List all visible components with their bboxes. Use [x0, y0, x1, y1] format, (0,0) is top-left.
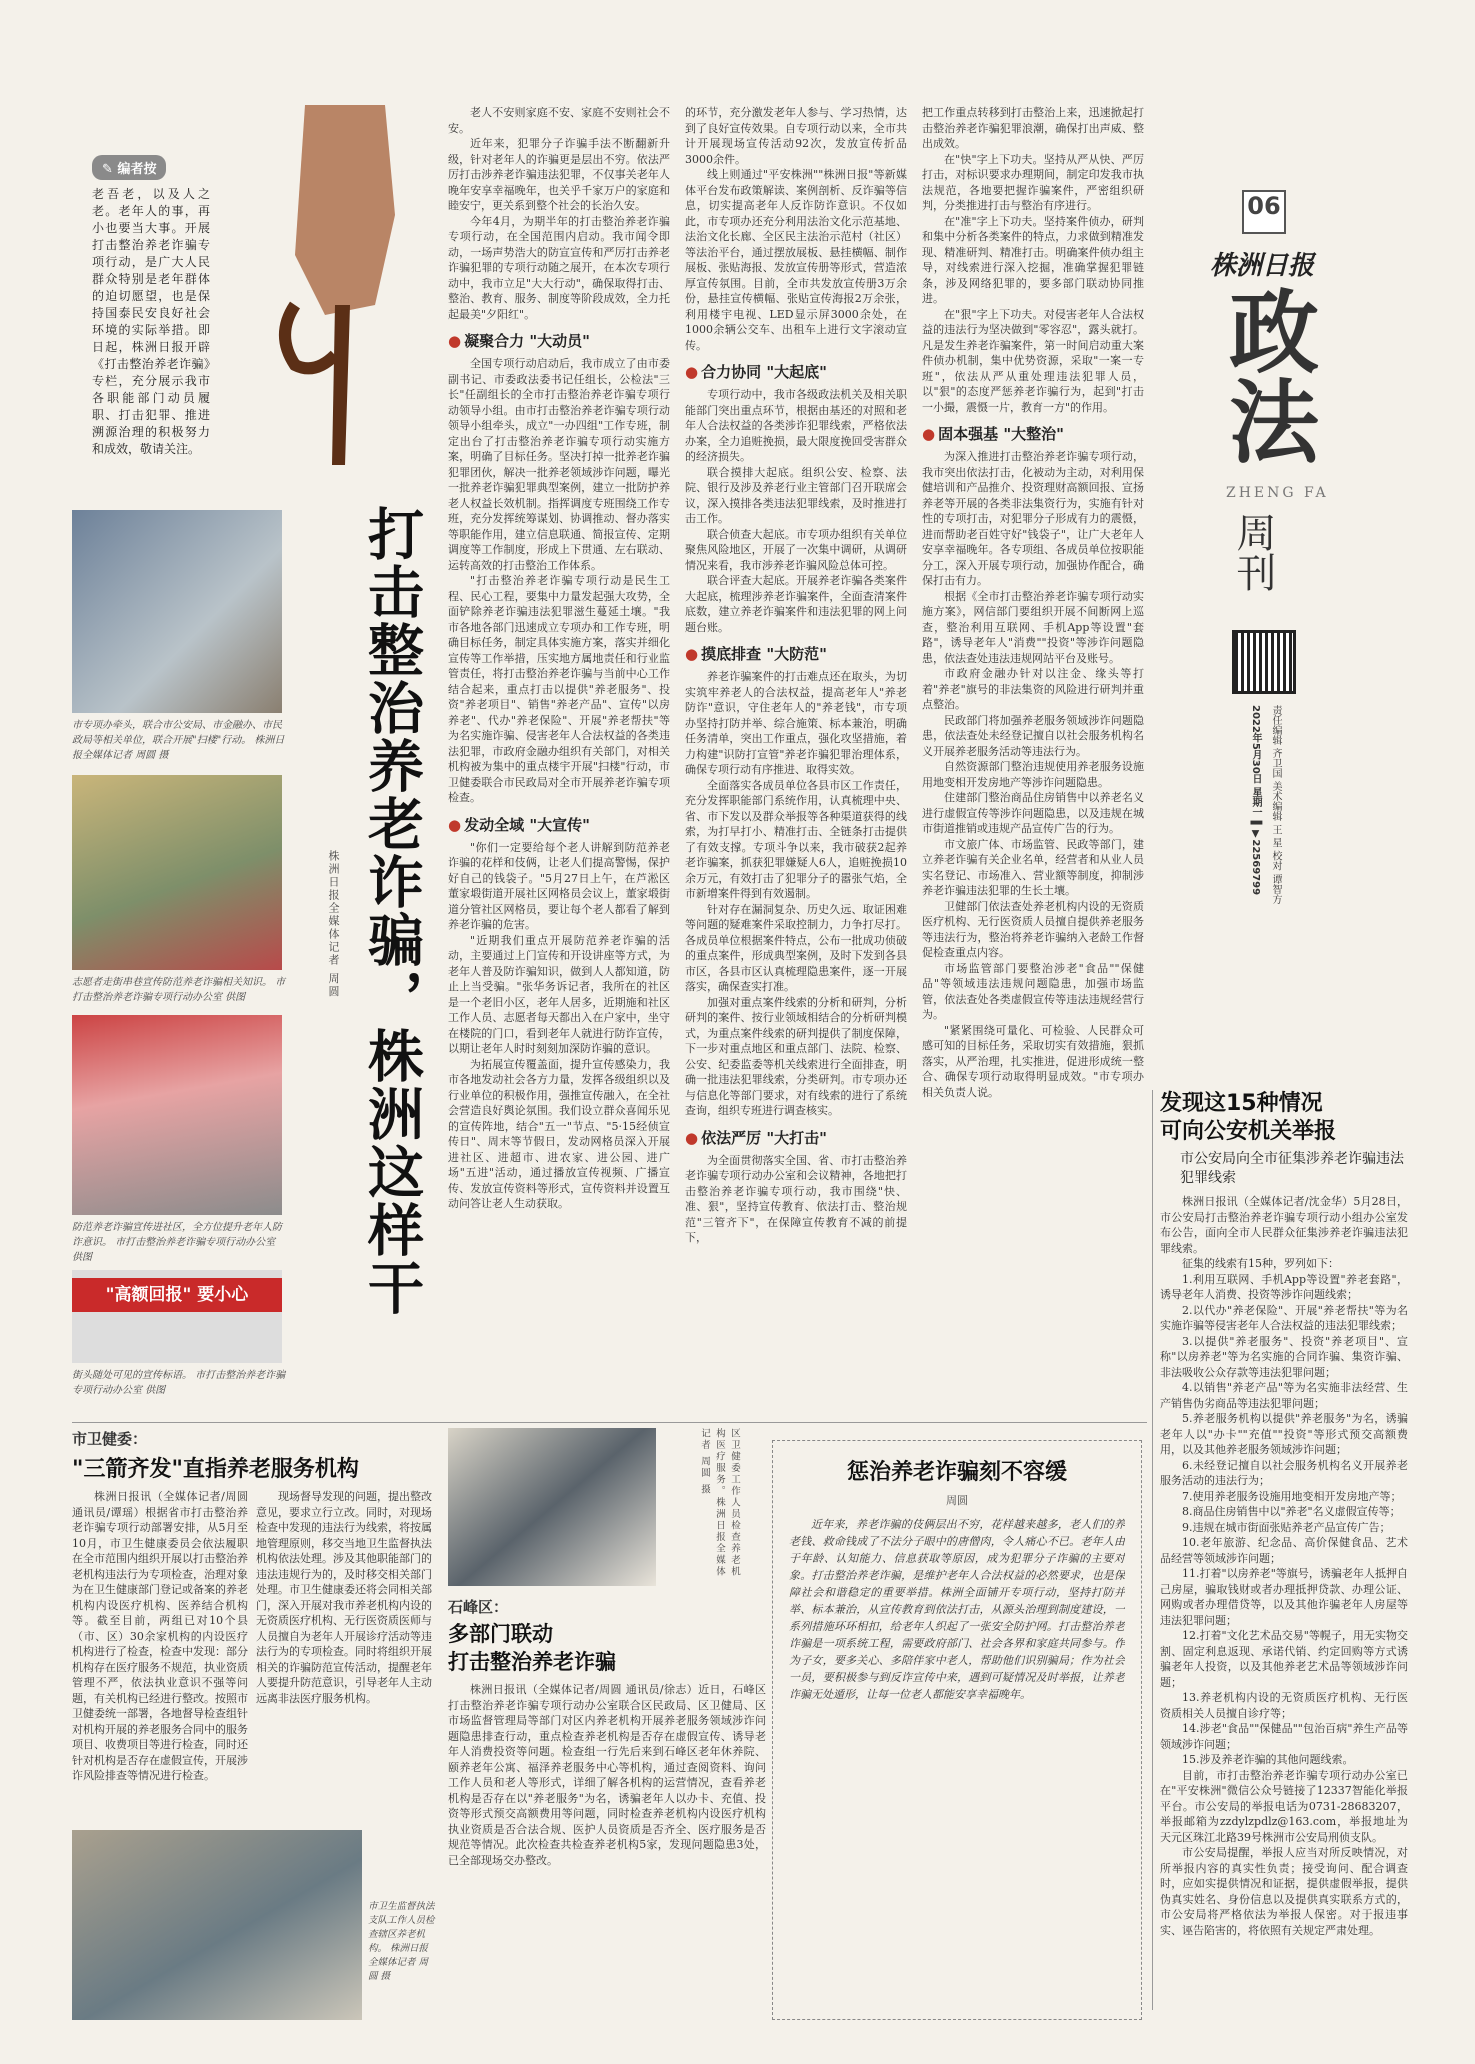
- c2-heading-2-text: 摸底排查 "大防范": [701, 645, 827, 663]
- right-item-2: 2.以代办"养老保险"、开展"养老帮扶"等为名实施诈骗等侵害老年人合法权益的违法犯罪线索；: [1160, 1303, 1408, 1332]
- article-col-1: [448, 105, 670, 1420]
- caption-2: 志愿者走街串巷宣传防范养老诈骗相关知识。 市打击整治养老诈骗专项行动办公室 供图: [72, 977, 286, 1003]
- bottom-mid-body: 株洲日报讯（全媒体记者/周圆 通讯员/徐志）近日，石峰区打击整治养老诈骗专项行动办公室联合区民政局、区卫健局、区市场监督管理局等部门对区内养老机构开展养老服务领域涉诈问题隐患排查行动，重点检查养老机构是否存在虚假宣传、诱导老年人消费投资等问题。检查组一行先后来到石峰区老年休养院、颐养老年公寓、福泽养老服务中心等机构，通过查阅资料、询问工作人员和老人等形式，详细了解各机构的运营情况，查看养老机构是否存在以"养老服务"为名，诱骗老年人以办卡、充值、投资等形式预交高额费用等问题，同时检查养老机构内设医疗机构执业资质是否合法合规、医护人员资质是否齐全、医疗服务是否规范等情况。此次检查共检查养老机构5家，发现问题隐患3处，已全部现场交办整改。: [448, 1683, 766, 1867]
- right-items-intro: 征集的线索有15种，罗列如下：: [1182, 1257, 1339, 1270]
- c2-p10: 针对存在漏洞复杂、历史久远、取证困难等问题的疑难案件采取控制力，力争打尽打。各成员单位根据案件特点，公布一批成功侦破的重点案件，形成典型案例，及时下发到各县市区，各县市区认真梳理隐患案件，逐一开展落实，确保查实打准。: [685, 902, 907, 993]
- right-title-2: 可向公安机关举报: [1160, 1119, 1337, 1144]
- c3-p3: 在"狠"字上下功夫。对侵害老年人合法权益的违法行为坚决做到"零容忍"，露头就打。凡是发生养老诈骗案件，第一时间启动重大案件侦办机制，集中优势资源，采取"一案一专班"，依法从严从重处理违法犯罪人员，以"狠"的态度严惩养老诈骗行为，起到"打击一小撮，震慑一片，教育一方"的作用。: [922, 307, 1144, 414]
- c3-p10: 住建部门整治商品住房销售中以养老名义进行虚假宣传等涉诈问题隐患，以及违规在城市街道推销或违规产品宣传广告的行为。: [922, 791, 1144, 835]
- commentary-title: 惩治养老诈骗刻不容缓: [846, 1460, 1067, 1485]
- bullet-icon: ●: [685, 1128, 699, 1147]
- c3-p0: 把工作重点转移到打击整治上来，迅速掀起打击整治养老诈骗犯罪浪潮，确保打出声威、整出成效。: [922, 106, 1144, 150]
- c3-p11: 市文旅广体、市场监管、民政等部门，建立养老诈骗有关企业名单，经营者和从业人员实名登记、市场准入、营业额等制度，抑制涉养老诈骗违法犯罪的生长土壤。: [922, 837, 1144, 897]
- right-item-11: 11.打着"以房养老"等旗号，诱骗老年人抵押自己房屋，骗取钱财或者办理抵押贷款、办理公证、网购或者办理借贷等，以及其他诈骗老年人房屋等违法犯罪问题；: [1160, 1567, 1408, 1627]
- masthead: [1210, 190, 1329, 1020]
- c3-p7: 市政府金融办针对以注金、缘头等打着"养老"旗号的非法集资的风险进行研判并重点整治。: [922, 667, 1144, 711]
- bullet-icon: ●: [448, 815, 462, 834]
- bottom-left-title: "三箭齐发"直指养老服务机构: [72, 1457, 359, 1482]
- bullet-icon: ●: [922, 425, 936, 443]
- article-col-3: [922, 105, 1144, 1420]
- bottom-divider: [72, 1422, 1147, 1423]
- qr-code[interactable]: [1232, 630, 1296, 694]
- right-subtitle: 市公安局向全市征集涉养老诈骗违法犯罪线索: [1180, 1151, 1404, 1186]
- caption-1: 市专项办牵头，联合市公安局、市金融办、市民政局等相关单位，联合开展"扫楼"行动。 株洲日报全媒体记者 周圆 摄: [72, 720, 285, 761]
- right-closing: 目前，市打击整治养老诈骗专项行动办公室已在"平安株洲"微信公众号链接了12337智能化举报平台。市公安局的举报电话为0731-28683207，举报邮箱为zzdylzpdlz@163.com，举报地址为天元区珠江北路39号株洲市公安局刑侦支队。: [1160, 1768, 1408, 1844]
- c2-heading-3-text: 依法严厉 "大打击": [701, 1128, 827, 1147]
- c1-heading-1-text: 凝聚合力 "大动员": [464, 332, 590, 350]
- pen-icon: ✎: [102, 162, 113, 177]
- bullet-icon: ●: [685, 645, 699, 663]
- c1-heading-1: [448, 330, 670, 351]
- hand-cane-illustration: [235, 105, 445, 465]
- c1-p0: 老人不安则家庭不安、家庭不安则社会不安。: [448, 106, 670, 135]
- c2-p9: 全面落实各成员单位各县市区工作责任，充分发挥职能部门系统作用，认真梳理中央、省、市下发以及群众举报等各种渠道获得的线索，为打早打小、精准打击、全链条打击提供了有效支撑。专项斗争以来，我市破获2起养老诈骗案，抓获犯罪嫌疑人6人，追赃挽损10余万元，有效打击了犯罪分子的嚣张气焰，全市新增案件得到有效遏制。: [685, 778, 907, 900]
- bottom-left-col-b: 现场督导发现的问题，提出整改意见，要求立行立改。同时，对现场检查中发现的违法行为线索，将按属地管理原则，移交当地卫生监督执法机构依法处理。涉及其他职能部门的违法违规行为的，及时移交相关部门处理。市卫生健康委还将会同相关部门，深入开展对我市养老机构内设的无资质医疗机构、无行医资质医师与人员擅自为老年人开展诊疗活动等违法行为的专项检查。同时将组织开展相关的诈骗防范宣传活动，提醒老年人要提升防范意识，引导老年人主动远离非法医疗服务机构。: [256, 1490, 432, 1705]
- c3-p12: 卫健部门依法查处养老机构内设的无资质医疗机构、无行医资质人员擅自提供养老服务等违法行为，整治将养老诈骗纳入老龄工作督促检查重点内容。: [922, 899, 1144, 959]
- paper-name: 株洲日报: [1210, 251, 1315, 281]
- banner-sign: "高额回报" 要小心: [72, 1278, 282, 1312]
- c2-end-p: 为全面贯彻落实全国、省、市打击整治养老诈骗专项行动办公室和会议精神，各地把打击整治养老诈骗专项行动，我市围绕"快、准、狠"，坚持宣传教育、依法打击、整治规范"三管齐下"，在保障宣传教育不减的前提下，: [685, 1153, 907, 1244]
- c2-p8: 养老诈骗案件的打击难点还在取头，为切实筑牢养老人的合法权益，提高老年人"养老防诈"意识，守住老年人的"养老钱"，市专项办坚持打防并举、综合施策、标本兼治，明确任务清单，突出工作重点，强化攻坚措施，着力构建"识防打宣管"养老诈骗犯罪治理体系，确保专项行动有序推进、取得实效。: [685, 670, 907, 776]
- article-col-2: [685, 105, 907, 1420]
- bottom-mid-title-1: 多部门联动: [448, 1622, 553, 1646]
- c1-p2: 今年4月，为期半年的打击整治养老诈骗专项行动，在全国范围内启动。我市闻令即动，一场声势浩大的防宣宣传和严厉打击养老诈骗犯罪的专项行动随之展开，在本次专项行动中，我市立足"大大行动"，确保取得打击、整治、教育、服务、制度等阶段成效，全力托起最美"夕阳红"。: [448, 214, 670, 321]
- bullet-icon: ●: [685, 363, 699, 381]
- right-item-3: 3.以提供"养老服务"、投资"养老项目"、宣称"以房养老"等为名实施的合同诈骗、集资诈骗、非法吸收公众存款等违法犯罪问题；: [1160, 1334, 1408, 1379]
- caption-3: 防范养老诈骗宣传进社区，全方位提升老年人防诈意识。 市打击整治养老诈骗专项行动办公室 供图: [72, 1222, 282, 1263]
- weekly-label: 周刊: [1230, 512, 1276, 592]
- right-item-14: 14.涉老"食品""保健品""包治百病"养生产品等领域涉诈问题；: [1160, 1722, 1408, 1751]
- right-item-7: 7.使用养老服务设施用地变相开发房地产等；: [1182, 1489, 1402, 1503]
- right-item-5: 5.养老服务机构以提供"养老服务"为名，诱骗老年人以"办卡""充值""投资"等形式预交高额费用，以及其他养老服务领域涉诈问题；: [1160, 1412, 1408, 1456]
- bottom-left-kicker: 市卫健委：: [72, 1430, 148, 1448]
- right-divider: [1152, 1090, 1153, 2010]
- right-item-13: 13.养老机构内设的无资质医疗机构、无行医资质相关人员擅自诊疗等；: [1160, 1691, 1408, 1720]
- c2-heading-3: [685, 1127, 907, 1148]
- photo-2-volunteers: [72, 775, 282, 970]
- c1-p8: "近期我们重点开展防范养老诈骗的活动，主要通过上门宣传和开设讲座等方式，为老年人普及防诈骗知识，做到人人都知道，防止上当受骗。"张华务诉记者，我所在的社区是一个老旧小区，老年人居多，近期施和社区工作人员、志愿者每天都出入在户家中，坐守在楼院的门口，看到老年人就进行防诈宣传，以期让老年人时时刻刻加深防诈骗的意识。: [448, 933, 670, 1055]
- c1-p7: "你们一定要给每个老人讲解到防范养老诈骗的花样和伎俩，让老人们提高警惕，保护好自己的钱袋子。"5月27日上午，在芦淞区董家塅街道开展社区网格员会议上，董家塅街道分管社区网格员，要让每个老人都看了解到养老诈骗的危害。: [448, 840, 670, 931]
- c3-p14: "紧紧围绕可量化、可检验、人民群众可感可知的目标任务，采取切实有效措施，狠抓落实，从严治理，扎实推进，促进形成统一整合、确保专项行动取得明显成效。"市专项办相关负责人说。: [922, 1023, 1144, 1099]
- c3-heading-1: [922, 423, 1144, 444]
- page-number-box: [1242, 190, 1286, 234]
- main-byline: 株洲日报全媒体记者 周圆: [327, 850, 340, 999]
- right-item-4: 4.以销售"养老产品"等为名实施非法经营、生产销售伪劣商品等违法犯罪问题；: [1160, 1381, 1408, 1410]
- editor-note-tag: [92, 155, 166, 180]
- right-closing-2: 市公安局提醒，举报人应当对所反映情况，对所举报内容的真实性负责；接受询问、配合调查时，应如实提供情况和证据，提供虚假举报，提供伪真实姓名、身份信息以及提供真实联系方式的，市公安局将严格依法为举报人保密。对于报违事实、诬告陷害的，将依照有关规定严肃处理。: [1160, 1846, 1408, 1937]
- c3-p6: 根据《全市打击整治养老诈骗专项行动实施方案》，网信部门要组织开展不间断网上巡查，整治利用互联网、手机App等设置"套路"，诱导老年人"消费""投资"等涉诈问题隐患，依法查处违法违规网站平台及账号。: [922, 589, 1144, 665]
- bottom-mid-article: [448, 1596, 766, 2026]
- bottom-left-photo: [72, 1830, 362, 2020]
- c3-p13: 市场监管部门要整治涉老"食品""保健品"等领域违法违规问题隐患，加强市场监管，依法查处各类虚假宣传等违法违规经营行为。: [922, 961, 1144, 1021]
- section-pinyin: ZHENG FA: [1226, 485, 1329, 501]
- right-item-15: 15.涉及养老诈骗的其他问题线索。: [1182, 1753, 1354, 1766]
- bottom-mid-kicker: 石峰区：: [448, 1598, 509, 1616]
- section-title: 政法: [1213, 285, 1319, 465]
- c2-p5: 联合侦查大起底。市专项办组织有关单位聚焦风险地区，开展了一次集中调研，从调研情况来看，我市涉养老诈骗风险总体可控。: [685, 527, 907, 572]
- c1-p5: "打击整治养老诈骗专项行动是民生工程、民心工程，要集中力量发起强大攻势，全面铲除养老诈骗违法犯罪滋生蔓延土壤。"我市各地各部门迅速成立专项办和工作专班，明确目标任务，制定具体实施方案，落实并细化宣传等工作举措，压实地方属地责任和行业监管责任，将打击整治养老诈骗与当前中心工作结合起来，重点打击以提供"养老服务"、投资"养老项目"、销售"养老产品"、宣传"以房养老"、代办"养老保险"、开展"养老帮扶"等为名实施诈骗、侵害老年人合法权益的各类违法犯罪，市政府金融办组织有关部门，对相关机构被为集中的重点楼宇开展"扫楼"行动，市卫健委联合市民政局对全市开展养老诈骗专项检查。: [448, 574, 670, 804]
- c3-p8: 民政部门将加强养老服务领域涉诈问题隐患，依法查处未经登记擅自以社会服务机构名义开展养老服务活动等违法行为。: [922, 713, 1144, 758]
- bullet-icon: ●: [448, 332, 462, 350]
- commentary-box: [772, 1440, 1142, 2020]
- c2-p6: 联合评查大起底。开展养老诈骗各类案件大起底，梳理涉养老诈骗案件，全面查清案件底数，建立养老诈骗案件和违法犯罪的网上问题台账。: [685, 574, 907, 634]
- bottom-left-caption: 市卫生监督执法支队工作人员检查辖区养老机构。 株洲日报全媒体记者 周圆 摄: [368, 1901, 435, 1982]
- editor-note: [92, 155, 210, 475]
- right-item-9: 9.违规在城市街面张贴养老产品宣传广告；: [1182, 1520, 1391, 1534]
- editor-note-tag-label: 编者按: [117, 162, 157, 177]
- right-item-10: 10.老年旅游、纪念品、高价保健食品、艺术品经营等领域涉诈问题；: [1160, 1536, 1408, 1565]
- commentary-text: 近年来，养老诈骗的伎俩层出不穷，花样越来越多，老人们的养老钱、救命钱成了不法分子眼中的唐僧肉，令人痛心不已。老年人由于年龄、认知能力、信息获取等原因，成为犯罪分子诈骗的主要对象。打击整治养老诈骗，是维护老年人合法权益的必然要求，也是保障社会和谐稳定的重要举措。株洲全面铺开专项行动，坚持打防并举、标本兼治，从宣传教育到依法打击，从源头治理到制度建设，一系列措施环环相扣，给老年人织起了一张安全防护网。打击整治养老诈骗是一项系统工程，需要政府部门、社会各界和家庭共同参与。作为子女，要多关心、多陪伴家中老人，帮助他们识别骗局；作为社会一员，要积极参与到反诈宣传中来，遇到可疑情况及时举报，让养老诈骗无处遁形，让每一位老人都能安享幸福晚年。: [789, 1518, 1125, 1701]
- c2-p1: 线上则通过"平安株洲""株洲日报"等新媒体平台发布政策解读、案例剖析、反诈骗等信息，切实提高老年人反诈防诈意识。不仅如此，市专项办还充分利用法治文化示范基地、法治文化长廊、全区民主法治示范村（社区）等法治平台，通过摆放展板、悬挂横幅、制作展板、张贴海报、发放宣传册等形式，营造浓厚宣传氛围。目前，全市共发放宣传册3万余份，悬挂宣传横幅、张贴宣传海报2万余张，利用楼宇电视、LED显示屏3000余处，在1000余辆公交车、出租车上进行文字滚动宣传。: [685, 168, 907, 352]
- right-lead: 株洲日报讯（全媒体记者/沈金华）5月28日，市公安局打击整治养老诈骗专项行动小组办公室发布公告，面向全市人民群众征集涉养老诈骗违法犯罪线索。: [1160, 1195, 1408, 1255]
- c1-heading-2: [448, 814, 670, 835]
- right-item-1: 1.利用互联网、手机App等设置"养老套路"，诱导老年人消费、投资等涉诈问题线索；: [1160, 1272, 1408, 1301]
- c3-p1: 在"快"字上下功夫。坚持从严从快、严厉打击，对标识要求办理期间，制定印发我市执法规范，各地要把握诈骗案件，严密组织研判，分类推进打击与整治有序进行。: [922, 152, 1144, 212]
- issue-date: 2022年5月30日 星期一 ▌▼22569799: [1250, 705, 1261, 896]
- bottom-mid-photo: [448, 1428, 656, 1586]
- c2-heading-1: [685, 361, 907, 382]
- c2-p4: 联合摸排大起底。组织公安、检察、法院、银行及涉及养老行业主管部门召开联席会议，深入摸排各类违法犯罪线索，及时推进打击工作。: [685, 465, 907, 525]
- caption-4: 街头随处可见的宣传标语。 市打击整治养老诈骗专项行动办公室 供图: [72, 1370, 286, 1396]
- c1-p4: 全国专项行动启动后，我市成立了由市委副书记、市委政法委书记任组长，公检法"三长"任副组长的全市打击整治养老诈骗专项行动领导小组。由市打击整治养老诈骗专项行动领导小组牵头，成立"一办四组"工作专班，制定出台了打击整治养老诈骗专项行动实施方案，明确了目标任务。坚决打掉一批养老诈骗犯罪团伙，解决一批养老领域涉诈问题，曝光一批养老诈骗犯罪典型案例，建立一批防护养老人权益长效机制。指挥调度专班围绕工作专班，充分发挥统筹谋划、协调推动、督办落实等职能作用，建立信息联通、简报宣传、定期调度等工作制度，形成上下贯通、左右联动、运转高效的打击整治工作体系。: [448, 357, 670, 572]
- bottom-left-col-a: 株洲日报讯（全媒体记者/周圆 通讯员/谭瑶）根据省市打击整治养老诈骗专项行动部署安排，从5月至10月，市卫生健康委员会依法履职在全市范围内组织开展以打击整治养老机构违法行为专项检查，治理对象为在卫生健康部门登记或备案的养老机构内设医疗机构、医养结合机构等。截至目前，两组已对10个县（市、区）30余家机构的内设医疗机构进行了检查，检查中发现：部分机构存在医疗服务不规范，执业资质管理不严，依法执业意识不强等问题，有关机构已经进行整改。按照市卫健委统一部署，各地督导检查组针对机构开展的养老服务合同中的服务项目、收费项目等进行检查，同时还针对机构是否存在虚假宣传，开展涉诈风险排查等情况进行检查。: [72, 1490, 248, 1782]
- right-item-6: 6.未经登记擅自以社会服务机构名义开展养老服务活动的违法行为；: [1160, 1458, 1408, 1487]
- photo-1-office: [72, 510, 282, 713]
- editor-note-text: 老吾老，以及人之老。老年人的事，再小也要当大事。开展打击整治养老诈骗专项行动，是广大人民群众特别是老年群体的迫切愿望，也是保持国泰民安良好社会环境的实际举措。即日起，株洲日报开辟《打击整治养老诈骗》专栏，充分展示我市各职能部门动员履职、打击犯罪、推进溯源治理的积极努力和成效，敬请关注。: [92, 187, 210, 456]
- right-title-1: 发现这15种情况: [1160, 1091, 1323, 1116]
- right-item-8: 8.商品住房销售中以"养老"名义虚假宣传等；: [1182, 1505, 1401, 1518]
- editors-line: 责任编辑 齐卫国 美术编辑 王 星 校对 谭智方: [1270, 705, 1281, 905]
- c2-p3: 专项行动中，我市各级政法机关及相关职能部门突出重点环节，根据由基还的对照和老年人合法权益的各类涉诈犯罪线索，严格依法办案，全力追赃挽损，最大限度挽回受害群众的经济损失。: [685, 388, 907, 463]
- right-item-12: 12.打着"文化艺术品交易"等幌子，用无实物交割、固定利息返现、承诺代销、约定回购等方式诱骗老年人投资，以及其他养老艺术品等领域涉诈问题；: [1160, 1629, 1408, 1689]
- c3-p9: 自然资源部门整治违规使用养老服务设施用地变相开发房地产等涉诈问题隐患。: [922, 760, 1144, 789]
- hand-cane-photo: [235, 105, 445, 465]
- page-number: 06: [1247, 192, 1281, 220]
- c1-p9: 为拓展宣传覆盖面，提升宣传感染力，我市各地发动社会各方力量，发挥各级组织以及行业单位的积极作用，强推宣传融入，在全社会营造良好舆论氛围。我们设立群众喜闻乐见的宣传阵地，结合"五一"节点、"5·15经侦宣传日"、周末等节假日，发动网格员深入开展进社区、进超市、进农家、进公园、进广场"五进"活动，通过播放宣传视频、广播宣传、发放宣传资料等形式，宣传资料并设置互动问答让老人生动获取。: [448, 1057, 670, 1210]
- c3-heading-1-text: 固本强基 "大整治": [938, 425, 1064, 443]
- bottom-mid-photo-caption: 区卫健委工作人员检查养老机构医疗服务。株洲日报全媒体记者 周圆 摄: [699, 1428, 740, 1578]
- bottom-mid-title-2: 打击整治养老诈骗: [448, 1650, 616, 1674]
- main-headline: 打击整治养老诈骗，株洲这样干: [359, 505, 424, 1317]
- c2-heading-1-text: 合力协同 "大起底": [701, 363, 827, 381]
- right-article: [1160, 1090, 1408, 2020]
- c1-p1: 近年来，犯罪分子诈骗手法不断翻新升级，针对老年人的诈骗更是层出不穷。依法严厉打击涉养老诈骗违法犯罪，不仅事关老年人晚年安享幸福晚年，也关乎千家万户的家庭和睦安宁，更关系到整个社会的长治久安。: [448, 137, 670, 212]
- c3-p2: 在"准"字上下功夫。坚持案件侦办，研判和集中分析各类案件的特点，力求做到精准发现、精准研判、精准打击。明确案件侦办组主导，对线索进行深入挖掘，准确掌握犯罪链条，涉及网络犯罪的，要多部门联动协同推进。: [922, 214, 1144, 305]
- photo-4-banner: [72, 1270, 282, 1363]
- photo-3-community: [72, 1015, 282, 1215]
- commentary-byline: 周圆: [946, 1494, 968, 1507]
- c3-p5: 为深入推进打击整治养老诈骗专项行动，我市突出依法打击，化被动为主动，对利用保健培训和产品推介、投资理财高额回报、宣扬养老等开展的各类非法集资行为，实施有针对性的专项打击，对犯罪分子形成有力的震慑，进而帮助老百姓守好"钱袋子"，让广大老年人安享幸福晚年。各专项组、各成员单位按职能分工，深入开展专项行动，加强协作配合，确保打击有力。: [922, 450, 1144, 587]
- c1-heading-2-text: 发动全域 "大宣传": [464, 815, 590, 834]
- c2-p0: 的环节，充分激发老年人参与、学习热情，达到了良好宣传效果。自专项行动以来，全市共计开展现场宣传活动92次，发放宣传折品3000余件。: [685, 106, 907, 166]
- c2-p11: 加强对重点案件线索的分析和研判，分析研判的案件、按行业领域相结合的分析研判模式，为重点案件线索的研判提供了制度保障，下一步对重点地区和重点部门、法院、检察、公安、纪委监委等机关线索进行全面排查，明确一批违法犯罪线索，分类研判。市专项办还与信息化等部门要求，对有线索的进行了系统查询，组织专班进行调查核实。: [685, 995, 907, 1117]
- c2-heading-2: [685, 643, 907, 664]
